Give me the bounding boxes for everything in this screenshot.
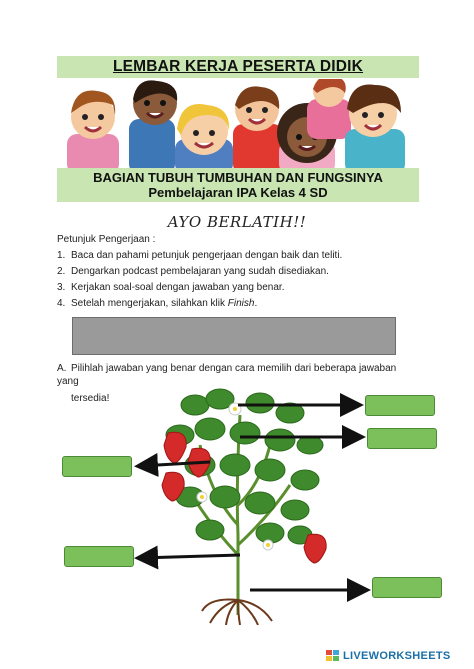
answer-box-stem[interactable]: [64, 546, 134, 567]
instructions-title: Petunjuk Pengerjaan :: [57, 234, 156, 245]
instruction-step: 1. Baca dan pahami petunjuk pengerjaan dengan baik dan teliti.: [57, 250, 343, 261]
topic-title: BAGIAN TUBUH TUMBUHAN DAN FUNGSINYA: [93, 170, 383, 185]
arrow-stem: [140, 555, 240, 558]
answer-box-flower[interactable]: [365, 395, 435, 416]
worksheet-title: LEMBAR KERJA PESERTA DIDIK: [112, 58, 364, 75]
liveworksheets-logo-icon: [326, 650, 340, 662]
practice-heading: AYO BERLATIH!!: [167, 213, 307, 231]
liveworksheets-logo-text: LIVEWORKSHEETS: [343, 650, 451, 662]
instruction-step: 3. Kerjakan soal-soal dengan jawaban yang benar.: [57, 282, 285, 293]
answer-box-leaf[interactable]: [367, 428, 437, 449]
answer-box-fruit[interactable]: [62, 456, 132, 477]
question-a: A. Pilihlah jawaban yang benar dengan cara memilih dari beberapa jawaban yang tersedia!: [57, 363, 397, 404]
instruction-step: 4. Setelah mengerjakan, silahkan klik Finish.: [57, 298, 258, 309]
liveworksheets-logo: [326, 650, 451, 662]
instruction-step: 2. Dengarkan podcast pembelajaran yang sudah disediakan.: [57, 266, 329, 277]
arrow-fruit: [140, 462, 210, 466]
class-subtitle: Pembelajaran IPA Kelas 4 SD: [148, 185, 328, 200]
answer-box-root[interactable]: [372, 577, 442, 598]
